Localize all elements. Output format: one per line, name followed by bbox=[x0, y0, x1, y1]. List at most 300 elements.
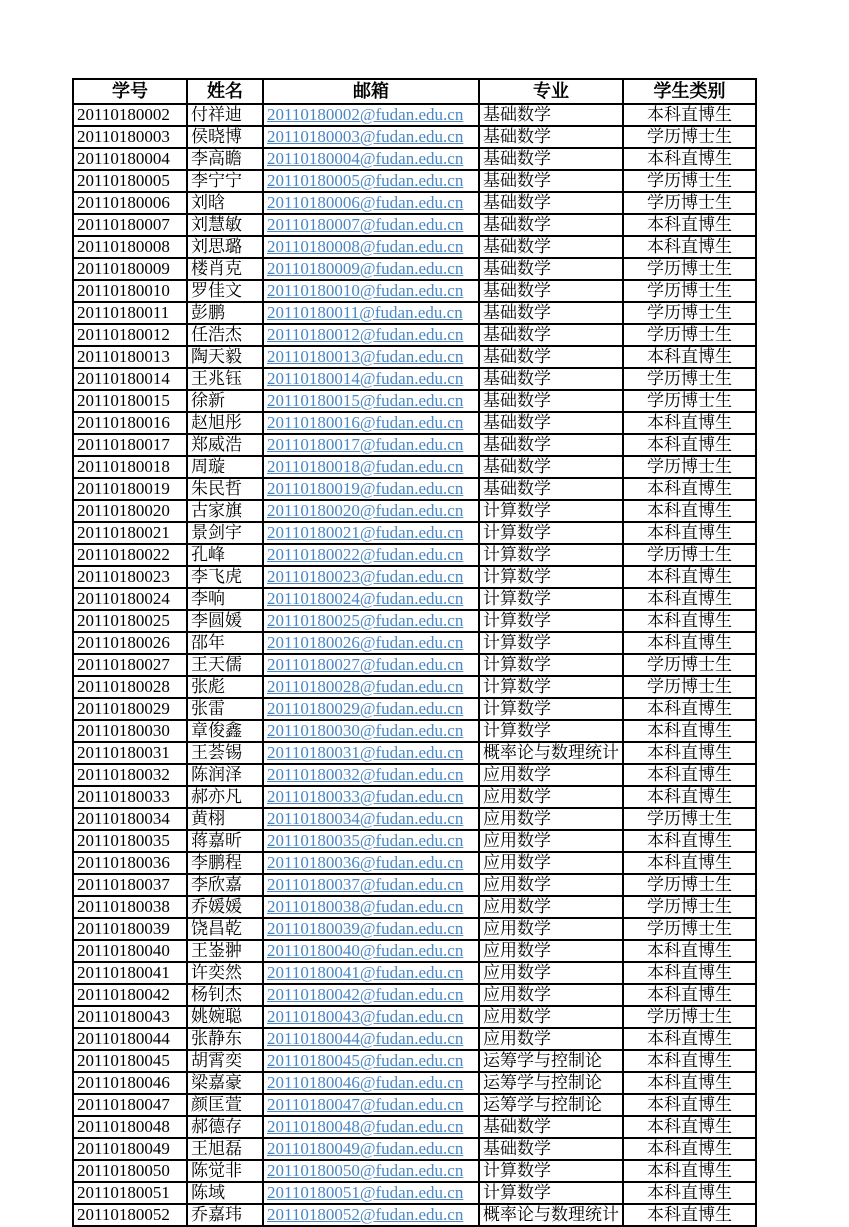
category-cell: 本科直博生 bbox=[623, 522, 756, 544]
email-link[interactable]: 20110180014@fudan.edu.cn bbox=[267, 369, 464, 388]
email-cell bbox=[263, 456, 479, 478]
table-row bbox=[73, 786, 756, 808]
table-row bbox=[73, 544, 756, 566]
table-row bbox=[73, 808, 756, 830]
table-row bbox=[73, 852, 756, 874]
table-row bbox=[73, 324, 756, 346]
table-row bbox=[73, 258, 756, 280]
student-name-cell: 王崟翀 bbox=[187, 940, 263, 962]
student-name-cell: 许奕然 bbox=[187, 962, 263, 984]
student-id-cell: 20110180046 bbox=[73, 1072, 187, 1094]
student-name-cell: 黄栩 bbox=[187, 808, 263, 830]
email-link[interactable]: 20110180042@fudan.edu.cn bbox=[267, 985, 464, 1004]
category-cell: 本科直博生 bbox=[623, 720, 756, 742]
table-row bbox=[73, 214, 756, 236]
table-row bbox=[73, 1182, 756, 1204]
student-id-cell: 20110180049 bbox=[73, 1138, 187, 1160]
email-link[interactable]: 20110180045@fudan.edu.cn bbox=[267, 1051, 464, 1070]
major-cell: 基础数学 bbox=[479, 236, 623, 258]
email-link[interactable]: 20110180047@fudan.edu.cn bbox=[267, 1095, 464, 1114]
major-cell: 基础数学 bbox=[479, 368, 623, 390]
email-link[interactable]: 20110180033@fudan.edu.cn bbox=[267, 787, 464, 806]
category-cell: 本科直博生 bbox=[623, 148, 756, 170]
student-name-cell: 郑威浩 bbox=[187, 434, 263, 456]
email-link[interactable]: 20110180028@fudan.edu.cn bbox=[267, 677, 464, 696]
student-name-cell: 付祥迪 bbox=[187, 104, 263, 126]
email-cell bbox=[263, 896, 479, 918]
student-name-cell: 王兆钰 bbox=[187, 368, 263, 390]
student-id-cell: 20110180019 bbox=[73, 478, 187, 500]
student-name-cell: 张雷 bbox=[187, 698, 263, 720]
major-cell: 计算数学 bbox=[479, 566, 623, 588]
email-link[interactable]: 20110180032@fudan.edu.cn bbox=[267, 765, 464, 784]
category-cell: 本科直博生 bbox=[623, 1072, 756, 1094]
email-cell bbox=[263, 874, 479, 896]
major-cell: 基础数学 bbox=[479, 104, 623, 126]
major-cell: 概率论与数理统计 bbox=[479, 742, 623, 764]
major-cell: 计算数学 bbox=[479, 544, 623, 566]
category-cell: 本科直博生 bbox=[623, 1182, 756, 1204]
student-name-cell: 景剑宇 bbox=[187, 522, 263, 544]
header-category: 学生类别 bbox=[623, 79, 756, 104]
student-id-cell: 20110180017 bbox=[73, 434, 187, 456]
student-name-cell: 张静东 bbox=[187, 1028, 263, 1050]
email-cell bbox=[263, 742, 479, 764]
email-cell bbox=[263, 786, 479, 808]
student-id-cell: 20110180015 bbox=[73, 390, 187, 412]
major-cell: 应用数学 bbox=[479, 874, 623, 896]
email-link[interactable]: 20110180013@fudan.edu.cn bbox=[267, 347, 464, 366]
email-cell bbox=[263, 1006, 479, 1028]
major-cell: 概率论与数理统计 bbox=[479, 1204, 623, 1226]
student-name-cell: 饶昌乾 bbox=[187, 918, 263, 940]
major-cell: 应用数学 bbox=[479, 962, 623, 984]
table-row bbox=[73, 566, 756, 588]
student-id-cell: 20110180051 bbox=[73, 1182, 187, 1204]
student-id-cell: 20110180028 bbox=[73, 676, 187, 698]
email-link[interactable]: 20110180039@fudan.edu.cn bbox=[267, 919, 464, 938]
student-id-cell: 20110180035 bbox=[73, 830, 187, 852]
student-name-cell: 刘晗 bbox=[187, 192, 263, 214]
email-link[interactable]: 20110180002@fudan.edu.cn bbox=[267, 105, 464, 124]
student-id-cell: 20110180036 bbox=[73, 852, 187, 874]
email-cell bbox=[263, 126, 479, 148]
category-cell: 学历博士生 bbox=[623, 874, 756, 896]
email-cell bbox=[263, 1138, 479, 1160]
table-row bbox=[73, 236, 756, 258]
table-row bbox=[73, 588, 756, 610]
student-id-cell: 20110180042 bbox=[73, 984, 187, 1006]
major-cell: 基础数学 bbox=[479, 1116, 623, 1138]
email-link[interactable]: 20110180030@fudan.edu.cn bbox=[267, 721, 464, 740]
email-link[interactable]: 20110180052@fudan.edu.cn bbox=[267, 1205, 464, 1224]
category-cell: 本科直博生 bbox=[623, 588, 756, 610]
major-cell: 基础数学 bbox=[479, 280, 623, 302]
email-link[interactable]: 20110180034@fudan.edu.cn bbox=[267, 809, 464, 828]
major-cell: 计算数学 bbox=[479, 698, 623, 720]
student-name-cell: 邵年 bbox=[187, 632, 263, 654]
student-id-cell: 20110180040 bbox=[73, 940, 187, 962]
student-id-cell: 20110180032 bbox=[73, 764, 187, 786]
table-row bbox=[73, 962, 756, 984]
email-cell bbox=[263, 852, 479, 874]
student-id-cell: 20110180044 bbox=[73, 1028, 187, 1050]
major-cell: 计算数学 bbox=[479, 588, 623, 610]
table-row bbox=[73, 1138, 756, 1160]
major-cell: 基础数学 bbox=[479, 390, 623, 412]
major-cell: 运筹学与控制论 bbox=[479, 1072, 623, 1094]
student-name-cell: 颜匡萱 bbox=[187, 1094, 263, 1116]
email-link[interactable]: 20110180024@fudan.edu.cn bbox=[267, 589, 464, 608]
email-link[interactable]: 20110180046@fudan.edu.cn bbox=[267, 1073, 464, 1092]
table-row bbox=[73, 170, 756, 192]
category-cell: 本科直博生 bbox=[623, 346, 756, 368]
email-link[interactable]: 20110180011@fudan.edu.cn bbox=[267, 303, 463, 322]
category-cell: 本科直博生 bbox=[623, 434, 756, 456]
student-name-cell: 徐新 bbox=[187, 390, 263, 412]
email-link[interactable]: 20110180037@fudan.edu.cn bbox=[267, 875, 464, 894]
category-cell: 本科直博生 bbox=[623, 104, 756, 126]
category-cell: 本科直博生 bbox=[623, 1116, 756, 1138]
student-name-cell: 郝亦凡 bbox=[187, 786, 263, 808]
email-cell bbox=[263, 324, 479, 346]
table-row bbox=[73, 896, 756, 918]
student-roster-table bbox=[72, 78, 757, 1227]
category-cell: 本科直博生 bbox=[623, 478, 756, 500]
email-cell bbox=[263, 830, 479, 852]
category-cell: 学历博士生 bbox=[623, 676, 756, 698]
student-id-cell: 20110180034 bbox=[73, 808, 187, 830]
email-cell bbox=[263, 610, 479, 632]
email-cell bbox=[263, 280, 479, 302]
email-link[interactable]: 20110180007@fudan.edu.cn bbox=[267, 215, 464, 234]
table-row bbox=[73, 148, 756, 170]
major-cell: 基础数学 bbox=[479, 170, 623, 192]
student-name-cell: 孔峰 bbox=[187, 544, 263, 566]
major-cell: 基础数学 bbox=[479, 214, 623, 236]
email-cell bbox=[263, 1072, 479, 1094]
email-cell bbox=[263, 984, 479, 1006]
table-row bbox=[73, 1094, 756, 1116]
major-cell: 运筹学与控制论 bbox=[479, 1050, 623, 1072]
email-link[interactable]: 20110180044@fudan.edu.cn bbox=[267, 1029, 464, 1048]
student-name-cell: 蒋嘉昕 bbox=[187, 830, 263, 852]
email-link[interactable]: 20110180031@fudan.edu.cn bbox=[267, 743, 464, 762]
category-cell: 本科直博生 bbox=[623, 1204, 756, 1226]
email-link[interactable]: 20110180016@fudan.edu.cn bbox=[267, 413, 464, 432]
major-cell: 应用数学 bbox=[479, 1028, 623, 1050]
major-cell: 应用数学 bbox=[479, 808, 623, 830]
email-link[interactable]: 20110180006@fudan.edu.cn bbox=[267, 193, 464, 212]
major-cell: 基础数学 bbox=[479, 456, 623, 478]
table-row bbox=[73, 1204, 756, 1226]
student-id-cell: 20110180010 bbox=[73, 280, 187, 302]
table-row bbox=[73, 698, 756, 720]
email-link[interactable]: 20110180048@fudan.edu.cn bbox=[267, 1117, 464, 1136]
email-cell bbox=[263, 566, 479, 588]
email-link[interactable]: 20110180036@fudan.edu.cn bbox=[267, 853, 464, 872]
student-id-cell: 20110180024 bbox=[73, 588, 187, 610]
student-name-cell: 胡霄奕 bbox=[187, 1050, 263, 1072]
student-id-cell: 20110180031 bbox=[73, 742, 187, 764]
student-id-cell: 20110180038 bbox=[73, 896, 187, 918]
major-cell: 应用数学 bbox=[479, 984, 623, 1006]
table-row bbox=[73, 1160, 756, 1182]
email-cell bbox=[263, 412, 479, 434]
table-row bbox=[73, 676, 756, 698]
email-link[interactable]: 20110180023@fudan.edu.cn bbox=[267, 567, 464, 586]
student-name-cell: 杨钊杰 bbox=[187, 984, 263, 1006]
category-cell: 学历博士生 bbox=[623, 896, 756, 918]
category-cell: 本科直博生 bbox=[623, 610, 756, 632]
student-id-cell: 20110180007 bbox=[73, 214, 187, 236]
student-id-cell: 20110180003 bbox=[73, 126, 187, 148]
major-cell: 计算数学 bbox=[479, 1160, 623, 1182]
student-name-cell: 陶天毅 bbox=[187, 346, 263, 368]
email-cell bbox=[263, 808, 479, 830]
student-id-cell: 20110180004 bbox=[73, 148, 187, 170]
student-name-cell: 赵旭彤 bbox=[187, 412, 263, 434]
student-id-cell: 20110180002 bbox=[73, 104, 187, 126]
email-link[interactable]: 20110180021@fudan.edu.cn bbox=[267, 523, 464, 542]
email-link[interactable]: 20110180009@fudan.edu.cn bbox=[267, 259, 464, 278]
major-cell: 基础数学 bbox=[479, 346, 623, 368]
table-row bbox=[73, 280, 756, 302]
student-name-cell: 姚婉聪 bbox=[187, 1006, 263, 1028]
student-name-cell: 郝德存 bbox=[187, 1116, 263, 1138]
email-link[interactable]: 20110180010@fudan.edu.cn bbox=[267, 281, 464, 300]
category-cell: 本科直博生 bbox=[623, 852, 756, 874]
category-cell: 本科直博生 bbox=[623, 962, 756, 984]
email-cell bbox=[263, 1116, 479, 1138]
student-name-cell: 李响 bbox=[187, 588, 263, 610]
table-row bbox=[73, 918, 756, 940]
email-cell bbox=[263, 104, 479, 126]
email-cell bbox=[263, 962, 479, 984]
student-name-cell: 梁嘉豪 bbox=[187, 1072, 263, 1094]
email-link[interactable]: 20110180008@fudan.edu.cn bbox=[267, 237, 464, 256]
category-cell: 本科直博生 bbox=[623, 566, 756, 588]
student-name-cell: 张彪 bbox=[187, 676, 263, 698]
category-cell: 学历博士生 bbox=[623, 390, 756, 412]
email-link[interactable]: 20110180027@fudan.edu.cn bbox=[267, 655, 464, 674]
email-cell bbox=[263, 236, 479, 258]
category-cell: 学历博士生 bbox=[623, 808, 756, 830]
email-link[interactable]: 20110180040@fudan.edu.cn bbox=[267, 941, 464, 960]
category-cell: 学历博士生 bbox=[623, 368, 756, 390]
category-cell: 本科直博生 bbox=[623, 1050, 756, 1072]
email-link[interactable]: 20110180012@fudan.edu.cn bbox=[267, 325, 464, 344]
major-cell: 计算数学 bbox=[479, 676, 623, 698]
email-link[interactable]: 20110180029@fudan.edu.cn bbox=[267, 699, 464, 718]
email-cell bbox=[263, 390, 479, 412]
table-row bbox=[73, 1072, 756, 1094]
table-row bbox=[73, 742, 756, 764]
email-link[interactable]: 20110180003@fudan.edu.cn bbox=[267, 127, 464, 146]
email-link[interactable]: 20110180049@fudan.edu.cn bbox=[267, 1139, 464, 1158]
email-cell bbox=[263, 720, 479, 742]
category-cell: 学历博士生 bbox=[623, 302, 756, 324]
student-name-cell: 李圆媛 bbox=[187, 610, 263, 632]
table-row bbox=[73, 192, 756, 214]
email-link[interactable]: 20110180050@fudan.edu.cn bbox=[267, 1161, 464, 1180]
category-cell: 学历博士生 bbox=[623, 170, 756, 192]
email-link[interactable]: 20110180022@fudan.edu.cn bbox=[267, 545, 464, 564]
student-name-cell: 王天儒 bbox=[187, 654, 263, 676]
header-major: 专业 bbox=[479, 79, 623, 104]
student-id-cell: 20110180008 bbox=[73, 236, 187, 258]
student-name-cell: 李欣嘉 bbox=[187, 874, 263, 896]
email-cell bbox=[263, 170, 479, 192]
email-cell bbox=[263, 1094, 479, 1116]
student-name-cell: 陈域 bbox=[187, 1182, 263, 1204]
email-cell bbox=[263, 148, 479, 170]
major-cell: 基础数学 bbox=[479, 324, 623, 346]
email-cell bbox=[263, 478, 479, 500]
major-cell: 基础数学 bbox=[479, 258, 623, 280]
major-cell: 计算数学 bbox=[479, 500, 623, 522]
email-cell bbox=[263, 214, 479, 236]
category-cell: 本科直博生 bbox=[623, 214, 756, 236]
email-cell bbox=[263, 1160, 479, 1182]
student-id-cell: 20110180006 bbox=[73, 192, 187, 214]
table-row bbox=[73, 302, 756, 324]
student-name-cell: 李鹏程 bbox=[187, 852, 263, 874]
major-cell: 运筹学与控制论 bbox=[479, 1094, 623, 1116]
major-cell: 计算数学 bbox=[479, 522, 623, 544]
student-id-cell: 20110180011 bbox=[73, 302, 187, 324]
student-id-cell: 20110180043 bbox=[73, 1006, 187, 1028]
email-link[interactable]: 20110180041@fudan.edu.cn bbox=[267, 963, 464, 982]
table-row bbox=[73, 1028, 756, 1050]
student-name-cell: 古家旗 bbox=[187, 500, 263, 522]
major-cell: 应用数学 bbox=[479, 852, 623, 874]
student-id-cell: 20110180029 bbox=[73, 698, 187, 720]
major-cell: 基础数学 bbox=[479, 412, 623, 434]
category-cell: 本科直博生 bbox=[623, 412, 756, 434]
email-cell bbox=[263, 676, 479, 698]
email-link[interactable]: 20110180019@fudan.edu.cn bbox=[267, 479, 464, 498]
category-cell: 本科直博生 bbox=[623, 940, 756, 962]
student-name-cell: 陈觉非 bbox=[187, 1160, 263, 1182]
table-row bbox=[73, 368, 756, 390]
student-name-cell: 李飞虎 bbox=[187, 566, 263, 588]
category-cell: 本科直博生 bbox=[623, 984, 756, 1006]
category-cell: 学历博士生 bbox=[623, 654, 756, 676]
student-name-cell: 朱民哲 bbox=[187, 478, 263, 500]
category-cell: 本科直博生 bbox=[623, 764, 756, 786]
email-cell bbox=[263, 698, 479, 720]
student-id-cell: 20110180009 bbox=[73, 258, 187, 280]
email-cell bbox=[263, 1050, 479, 1072]
email-cell bbox=[263, 434, 479, 456]
major-cell: 应用数学 bbox=[479, 1006, 623, 1028]
student-id-cell: 20110180013 bbox=[73, 346, 187, 368]
email-cell bbox=[263, 500, 479, 522]
major-cell: 基础数学 bbox=[479, 302, 623, 324]
email-link[interactable]: 20110180005@fudan.edu.cn bbox=[267, 171, 464, 190]
category-cell: 学历博士生 bbox=[623, 258, 756, 280]
student-id-cell: 20110180039 bbox=[73, 918, 187, 940]
major-cell: 应用数学 bbox=[479, 786, 623, 808]
table-row bbox=[73, 412, 756, 434]
table-row bbox=[73, 1050, 756, 1072]
major-cell: 基础数学 bbox=[479, 192, 623, 214]
email-cell bbox=[263, 764, 479, 786]
email-link[interactable]: 20110180038@fudan.edu.cn bbox=[267, 897, 464, 916]
category-cell: 学历博士生 bbox=[623, 456, 756, 478]
student-name-cell: 章俊鑫 bbox=[187, 720, 263, 742]
email-link[interactable]: 20110180004@fudan.edu.cn bbox=[267, 149, 464, 168]
table-row bbox=[73, 654, 756, 676]
student-id-cell: 20110180026 bbox=[73, 632, 187, 654]
category-cell: 学历博士生 bbox=[623, 918, 756, 940]
student-id-cell: 20110180025 bbox=[73, 610, 187, 632]
table-row bbox=[73, 1006, 756, 1028]
category-cell: 本科直博生 bbox=[623, 500, 756, 522]
email-cell bbox=[263, 192, 479, 214]
email-link[interactable]: 20110180018@fudan.edu.cn bbox=[267, 457, 464, 476]
email-link[interactable]: 20110180020@fudan.edu.cn bbox=[267, 501, 464, 520]
student-table-body bbox=[73, 104, 756, 1226]
student-name-cell: 刘慧敏 bbox=[187, 214, 263, 236]
student-id-cell: 20110180018 bbox=[73, 456, 187, 478]
student-id-cell: 20110180048 bbox=[73, 1116, 187, 1138]
email-link[interactable]: 20110180015@fudan.edu.cn bbox=[267, 391, 464, 410]
table-row bbox=[73, 346, 756, 368]
email-link[interactable]: 20110180026@fudan.edu.cn bbox=[267, 633, 464, 652]
email-cell bbox=[263, 1028, 479, 1050]
student-id-cell: 20110180021 bbox=[73, 522, 187, 544]
student-id-cell: 20110180005 bbox=[73, 170, 187, 192]
student-id-cell: 20110180012 bbox=[73, 324, 187, 346]
category-cell: 本科直博生 bbox=[623, 236, 756, 258]
table-row bbox=[73, 1116, 756, 1138]
category-cell: 学历博士生 bbox=[623, 544, 756, 566]
table-row bbox=[73, 610, 756, 632]
student-name-cell: 王旭磊 bbox=[187, 1138, 263, 1160]
email-link[interactable]: 20110180035@fudan.edu.cn bbox=[267, 831, 464, 850]
email-link[interactable]: 20110180025@fudan.edu.cn bbox=[267, 611, 464, 630]
major-cell: 基础数学 bbox=[479, 1138, 623, 1160]
student-id-cell: 20110180023 bbox=[73, 566, 187, 588]
header-name: 姓名 bbox=[187, 79, 263, 104]
email-link[interactable]: 20110180043@fudan.edu.cn bbox=[267, 1007, 464, 1026]
email-cell bbox=[263, 368, 479, 390]
email-cell bbox=[263, 302, 479, 324]
table-row bbox=[73, 940, 756, 962]
category-cell: 本科直博生 bbox=[623, 830, 756, 852]
student-id-cell: 20110180041 bbox=[73, 962, 187, 984]
major-cell: 基础数学 bbox=[479, 148, 623, 170]
table-row bbox=[73, 764, 756, 786]
student-name-cell: 陈润泽 bbox=[187, 764, 263, 786]
email-link[interactable]: 20110180017@fudan.edu.cn bbox=[267, 435, 464, 454]
student-id-cell: 20110180016 bbox=[73, 412, 187, 434]
student-name-cell: 楼肖克 bbox=[187, 258, 263, 280]
table-row bbox=[73, 984, 756, 1006]
category-cell: 本科直博生 bbox=[623, 1094, 756, 1116]
header-student-id: 学号 bbox=[73, 79, 187, 104]
student-id-cell: 20110180020 bbox=[73, 500, 187, 522]
student-name-cell: 王荟锡 bbox=[187, 742, 263, 764]
email-link[interactable]: 20110180051@fudan.edu.cn bbox=[267, 1183, 464, 1202]
table-row bbox=[73, 500, 756, 522]
student-name-cell: 任浩杰 bbox=[187, 324, 263, 346]
student-name-cell: 李宁宁 bbox=[187, 170, 263, 192]
email-cell bbox=[263, 654, 479, 676]
major-cell: 计算数学 bbox=[479, 1182, 623, 1204]
